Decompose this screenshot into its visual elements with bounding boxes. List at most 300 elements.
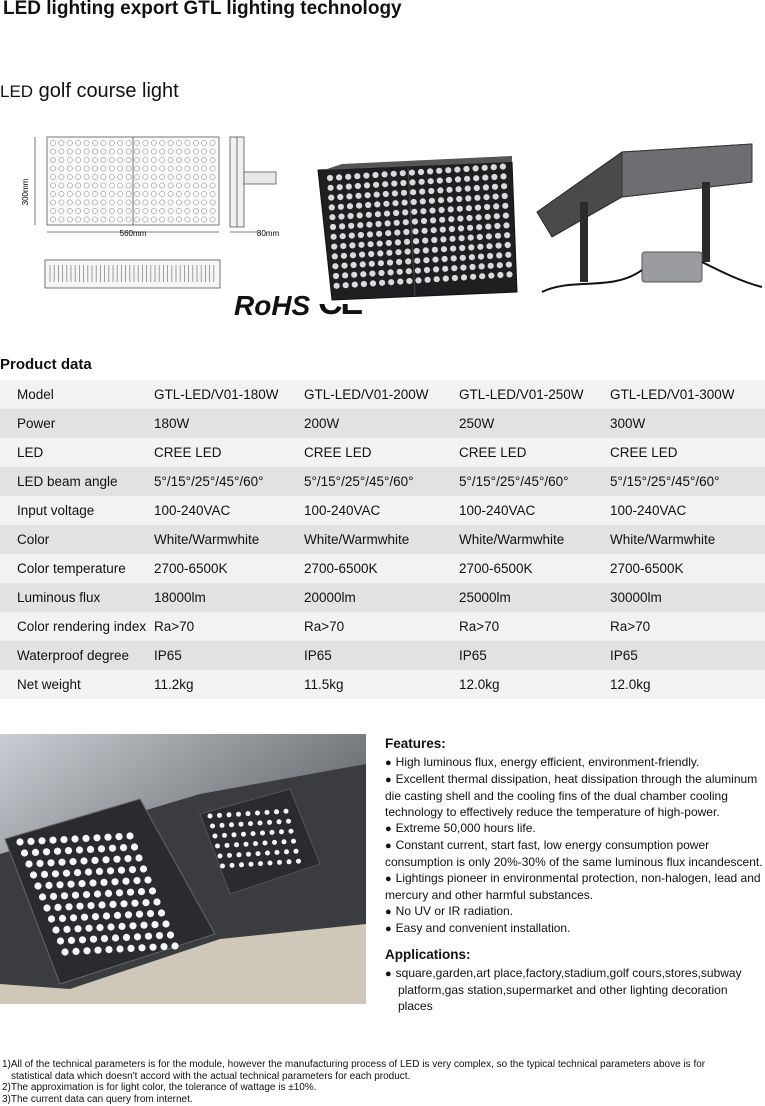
led-dot [138, 944, 145, 951]
bottom-view [45, 260, 220, 288]
led-dot [436, 168, 442, 174]
led-dot [111, 878, 118, 885]
led-dot [118, 208, 123, 213]
led-dot [67, 200, 72, 205]
led-dot [118, 174, 123, 179]
led-dot [80, 857, 87, 864]
led-dot [284, 809, 289, 814]
spec-value: 100-240VAC [610, 496, 765, 525]
led-dot [434, 276, 440, 282]
led-dot [63, 870, 70, 877]
led-dot [491, 164, 497, 170]
led-dot [230, 863, 235, 868]
led-dot [101, 149, 106, 154]
led-dot [506, 262, 512, 268]
led-dot [101, 935, 108, 942]
led-dot [134, 191, 139, 196]
led-dot [393, 210, 399, 216]
led-dot [394, 220, 400, 226]
led-dot [369, 271, 375, 277]
footnotes [2, 1059, 762, 1105]
led-dot [451, 255, 457, 261]
led-dot [421, 218, 427, 224]
led-dot [109, 174, 114, 179]
led-dot [50, 200, 55, 205]
spec-value: CREE LED [304, 438, 459, 467]
led-dot [126, 140, 131, 145]
spec-value: 100-240VAC [459, 496, 610, 525]
led-dot [456, 186, 462, 192]
led-dot [118, 217, 123, 222]
led-dot [460, 255, 466, 261]
led-dot [193, 149, 198, 154]
led-dot [486, 243, 492, 249]
led-dot [143, 166, 148, 171]
led-dot [185, 208, 190, 213]
spec-value: 100-240VAC [304, 496, 459, 525]
led-dot [467, 225, 473, 231]
spec-row [0, 612, 765, 641]
spec-value: 2700-6500K [154, 554, 304, 583]
led-dot [25, 860, 32, 867]
led-dot [375, 211, 381, 217]
led-dot [378, 270, 384, 276]
led-dot [76, 200, 81, 205]
led-dot [109, 183, 114, 188]
led-dot [50, 217, 55, 222]
led-dot [59, 191, 64, 196]
led-dot [101, 140, 106, 145]
led-dot [193, 166, 198, 171]
spec-value: IP65 [154, 641, 304, 670]
led-dot [149, 887, 156, 894]
led-dot [176, 217, 181, 222]
led-dot [385, 220, 391, 226]
features-section [385, 736, 763, 1014]
led-dot [210, 140, 215, 145]
led-dot [151, 149, 156, 154]
led-dot [338, 204, 344, 210]
led-dot [193, 208, 198, 213]
applications-heading: Applications: [385, 947, 471, 962]
led-dot [394, 230, 400, 236]
led-dot [356, 203, 362, 209]
led-dot [239, 822, 244, 827]
feature-text: Lightings pioneer in environmental protection, non-halogen, lead and mercury and other harmful substances. [385, 871, 761, 902]
led-dot [286, 819, 291, 824]
led-dot [168, 191, 173, 196]
led-dot [193, 157, 198, 162]
led-dot [160, 200, 165, 205]
led-dot [378, 260, 384, 266]
led-dot [402, 200, 408, 206]
led-dot [340, 243, 346, 249]
led-dot [386, 240, 392, 246]
led-dot [336, 174, 342, 180]
led-dot [59, 166, 64, 171]
led-dot [346, 184, 352, 190]
led-dot [227, 853, 232, 858]
led-dot [354, 173, 360, 179]
led-dot [272, 840, 277, 845]
bullet-icon: ● [385, 873, 392, 885]
led-dot [92, 149, 97, 154]
led-dot [504, 232, 510, 238]
led-dot [248, 821, 253, 826]
led-dot [83, 947, 90, 954]
led-dot [483, 184, 489, 190]
led-dot [113, 856, 120, 863]
width-dimension: 560mm [119, 229, 147, 238]
led-dot [76, 166, 81, 171]
led-dot [109, 217, 114, 222]
spec-value: 5°/15°/25°/45°/60° [304, 467, 459, 496]
led-dot [277, 819, 282, 824]
led-dot [409, 179, 415, 185]
led-dot [92, 174, 97, 179]
led-dot [193, 191, 198, 196]
led-dot [406, 268, 412, 274]
led-dot [101, 183, 106, 188]
spec-label: Color temperature [0, 554, 154, 583]
led-dot [202, 183, 207, 188]
led-dot [397, 279, 403, 285]
led-dot [479, 263, 485, 269]
led-dot [140, 922, 147, 929]
led-dot [142, 899, 149, 906]
led-dot [76, 183, 81, 188]
led-dot [327, 175, 333, 181]
led-dot [136, 911, 143, 918]
led-dot [368, 251, 374, 257]
led-dot [413, 238, 419, 244]
led-dot [59, 157, 64, 162]
feature-item [385, 820, 763, 837]
led-dot [193, 140, 198, 145]
led-dot [162, 920, 169, 927]
spec-value: 25000lm [459, 583, 610, 612]
led-dot [488, 263, 494, 269]
led-dot [339, 223, 345, 229]
product-title-name: golf course light [33, 80, 179, 102]
note-1: 1)All of the technical parameters is for the module, however the manufacturing process of LED is very complex, so the typical technical parameters above is for [2, 1059, 706, 1070]
spec-value: 100-240VAC [154, 496, 304, 525]
led-dot [202, 157, 207, 162]
led-dot [448, 206, 454, 212]
led-dot [425, 277, 431, 283]
led-dot [176, 200, 181, 205]
led-dot [395, 239, 401, 245]
led-dot [185, 149, 190, 154]
product-title [0, 80, 179, 103]
led-dot [345, 174, 351, 180]
application-text: square,garden,art place,factory,stadium,golf cours,stores,subway platform,gas station,supermarket and other lighting decoration places [395, 966, 742, 1013]
led-dot [176, 140, 181, 145]
led-dot [251, 831, 256, 836]
led-dot [168, 200, 173, 205]
led-dot [477, 244, 483, 250]
spec-value: 18000lm [154, 583, 304, 612]
led-dot [331, 244, 337, 250]
led-dot [118, 149, 123, 154]
spec-value: 2700-6500K [304, 554, 459, 583]
led-dot [265, 810, 270, 815]
led-dot [76, 846, 83, 853]
feature-item [385, 920, 763, 937]
led-dot [410, 189, 416, 195]
led-dot [123, 934, 130, 941]
led-dot [143, 140, 148, 145]
led-dot [494, 223, 500, 229]
led-dot [151, 208, 156, 213]
led-dot [220, 864, 225, 869]
led-dot [69, 858, 76, 865]
led-dot [420, 208, 426, 214]
led-dot [185, 174, 190, 179]
led-dot [202, 208, 207, 213]
led-dot [185, 217, 190, 222]
led-dot [109, 149, 114, 154]
led-dot [485, 214, 491, 220]
feature-text: High luminous flux, energy efficient, environment-friendly. [395, 755, 700, 769]
led-dot [437, 187, 443, 193]
led-dot [355, 183, 361, 189]
led-dot [423, 257, 429, 263]
led-dot [76, 157, 81, 162]
led-dot [341, 253, 347, 259]
led-dot [138, 888, 145, 895]
led-dot [458, 225, 464, 231]
led-dot [176, 166, 181, 171]
led-dot [366, 212, 372, 218]
led-dot [440, 236, 446, 242]
led-dot [439, 217, 445, 223]
features-list [385, 754, 763, 937]
spec-value: 11.5kg [304, 670, 459, 699]
led-dot [30, 871, 37, 878]
led-dot [484, 204, 490, 210]
led-dot [193, 217, 198, 222]
led-dot [502, 203, 508, 209]
led-dot [338, 214, 344, 220]
led-dot [351, 272, 357, 278]
led-dot [118, 200, 123, 205]
led-dot [50, 183, 55, 188]
feature-text: Constant current, start fast, low energy consumption power consumption is only 20%-30% of the same luminous flux incandescent. [385, 838, 763, 869]
led-dot [38, 837, 45, 844]
led-dot [143, 191, 148, 196]
led-dot [50, 893, 57, 900]
led-dot [440, 227, 446, 233]
spec-label: Luminous flux [0, 583, 154, 612]
led-dot [454, 167, 460, 173]
led-dot [65, 847, 72, 854]
spec-value: GTL-LED/V01-180W [154, 380, 304, 409]
led-dot [135, 854, 142, 861]
led-dot [442, 266, 448, 272]
led-dot [377, 241, 383, 247]
led-dot [72, 948, 79, 955]
led-dot [447, 197, 453, 203]
led-dot [118, 867, 125, 874]
led-dot [403, 219, 409, 225]
led-dot [365, 192, 371, 198]
spec-value: GTL-LED/V01-300W [610, 380, 765, 409]
led-dot [424, 267, 430, 273]
led-dot [229, 822, 234, 827]
led-dot [260, 831, 265, 836]
led-dot [287, 859, 292, 864]
lit-fixtures-photo [0, 734, 366, 1004]
driver-box [642, 252, 702, 282]
bullet-icon: ● [385, 757, 392, 769]
led-dot [83, 891, 90, 898]
led-dot [193, 174, 198, 179]
depth-dimension: 80mm [256, 229, 280, 238]
led-dot [500, 164, 506, 170]
spec-row [0, 554, 765, 583]
led-dot [402, 209, 408, 215]
bullet-icon: ● [385, 774, 392, 786]
led-dot [392, 200, 398, 206]
led-dot [118, 157, 123, 162]
spec-label: Power [0, 409, 154, 438]
led-dot [459, 235, 465, 241]
led-dot [227, 812, 232, 817]
led-dot [415, 277, 421, 283]
led-dot [76, 208, 81, 213]
led-dot [143, 174, 148, 179]
led-dot [126, 200, 131, 205]
led-dot [145, 933, 152, 940]
spec-value: IP65 [304, 641, 459, 670]
led-dot [268, 861, 273, 866]
led-dot [43, 848, 50, 855]
led-dot [406, 278, 412, 284]
led-dot [388, 279, 394, 285]
led-dot [67, 140, 72, 145]
led-dot [67, 217, 72, 222]
spec-value: White/Warmwhite [610, 525, 765, 554]
led-dot [151, 157, 156, 162]
led-dot [463, 166, 469, 172]
led-dot [92, 157, 97, 162]
led-dot [118, 923, 125, 930]
led-dot [493, 203, 499, 209]
led-dot [469, 264, 475, 270]
spec-value: 20000lm [304, 583, 459, 612]
led-dot [442, 256, 448, 262]
spec-value: 200W [304, 409, 459, 438]
led-dot [466, 215, 472, 221]
spec-value: Ra>70 [154, 612, 304, 641]
spec-row [0, 409, 765, 438]
spec-value: 250W [459, 409, 610, 438]
led-dot [56, 881, 63, 888]
led-dot [109, 191, 114, 196]
led-dot [92, 140, 97, 145]
led-dot [151, 166, 156, 171]
led-dot [468, 244, 474, 250]
led-dot [202, 174, 207, 179]
bullet-icon: ● [385, 823, 392, 835]
led-dot [160, 149, 165, 154]
led-dot [96, 924, 103, 931]
led-dot [341, 263, 347, 269]
led-dot [72, 892, 79, 899]
led-dot [486, 233, 492, 239]
led-dot [58, 859, 65, 866]
led-dot [87, 902, 94, 909]
led-dot [367, 231, 373, 237]
led-dot [160, 217, 165, 222]
led-dot [176, 149, 181, 154]
led-dot [270, 830, 275, 835]
led-dot [134, 140, 139, 145]
led-dot [387, 260, 393, 266]
led-dot [391, 181, 397, 187]
led-dot [124, 855, 131, 862]
led-dot [375, 221, 381, 227]
led-dot [34, 882, 41, 889]
led-dot [140, 865, 147, 872]
led-dot [474, 185, 480, 191]
led-dot [202, 217, 207, 222]
led-dot [373, 182, 379, 188]
product-photo [312, 142, 765, 304]
led-dot [67, 191, 72, 196]
led-dot [382, 181, 388, 187]
led-dot [496, 252, 502, 258]
led-dot [483, 194, 489, 200]
led-dot [47, 859, 54, 866]
led-dot [67, 881, 74, 888]
led-dot [446, 177, 452, 183]
led-dot [67, 149, 72, 154]
led-dot [134, 174, 139, 179]
led-dot [355, 193, 361, 199]
led-dot [151, 191, 156, 196]
led-dot [92, 208, 97, 213]
led-dot [474, 195, 480, 201]
led-dot [105, 946, 112, 953]
led-dot [134, 166, 139, 171]
led-dot [50, 157, 55, 162]
led-dot [258, 861, 263, 866]
led-dot [54, 848, 61, 855]
led-dot [466, 205, 472, 211]
led-dot [131, 900, 138, 907]
led-dot [418, 169, 424, 175]
led-dot [202, 191, 207, 196]
led-dot [503, 222, 509, 228]
led-dot [36, 860, 43, 867]
led-dot [476, 214, 482, 220]
led-dot [294, 849, 299, 854]
led-dot [126, 191, 131, 196]
led-dot [363, 173, 369, 179]
led-dot [49, 837, 56, 844]
led-dot [84, 166, 89, 171]
led-dot [59, 183, 64, 188]
spec-value: 5°/15°/25°/45°/60° [154, 467, 304, 496]
led-dot [337, 184, 343, 190]
spec-value: 11.2kg [154, 670, 304, 699]
led-dot [168, 157, 173, 162]
bullet-icon: ● [385, 968, 392, 980]
led-dot [118, 166, 123, 171]
led-dot [210, 824, 215, 829]
